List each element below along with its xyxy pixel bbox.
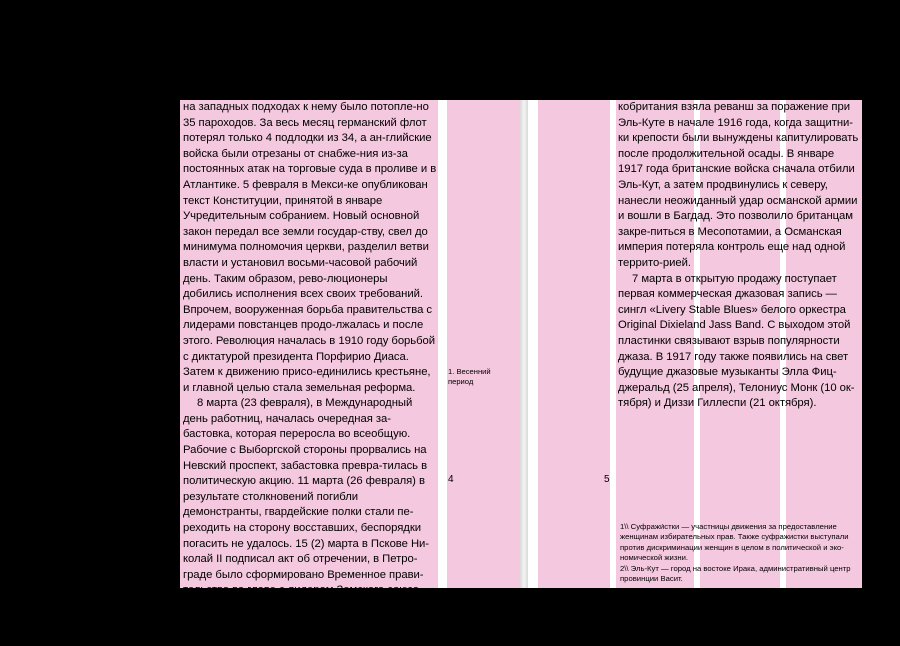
right-page [528, 100, 862, 588]
left-main-text [183, 100, 439, 646]
page-number: 4 [448, 474, 454, 485]
paragraph: 11 марта британские войска взяли Багдад, заставив отступить османскую армию. Вели- [183, 615, 420, 644]
column-guide [538, 100, 610, 588]
right-main-text [618, 100, 862, 412]
page-number: 5 [604, 474, 610, 485]
side-note: 1. Весенний период [448, 367, 491, 386]
footnotes [620, 522, 862, 584]
column-guide [447, 100, 520, 588]
paragraph: 8 марта (23 февраля), в Международный день работниц, началась очередная за-бастовка, которая переросла во всеобщую. Рабочие с Выборгской стороны прорвались на Невский проспект, забастовка преврa-тилась в политическую акцию. 11 марта (26 февраля) в результате столкновений погибли демонстранты, гвардейские полки стали пе-реходить на сторону восставших, беспорядки погасить не удалось. 15 (2) марта в Пскове Ни-колай II подписал акт об отречении, в Петро-граде было сформировано Временное прави-тельство во главе с лидером Земского союза князем Георгием Львовым. [183, 397, 430, 612]
book-spine [520, 100, 528, 588]
paragraph: на западных подходах к нему было потопле-но 35 пароходов. За весь месяц германский флот потерял только 4 подлодки из 34, а ан-глийские войска были отрезаны от снабже-ния из-за постоянных атак на торговые суда в проливе и в Атлантике. 5 февраля в Мекси-ке опубликован текст Конституции, принятой в январе Учредительным собранием. Новый основной закон передал все земли государ-ству, свел до минимума полномочия церкви, разделил ветви власти и установил восьми-часовой рабочий день. Таким образом, рево-люционеры добились исполнения всех своих требований. Впрочем, вооруженная борьба правительства с лидерами повстанцев продо-лжалась и после этого. Революция началась в 1910 году борьбой с диктатурой президента Порфирио Диаса. Затем к движению присо-единились крестьяне, и главной целью стала земельная реформа. [183, 101, 437, 394]
paragraph: 7 марта в открытую продажу поступает первая коммерческая джазовая запись — сингл «Livery Stable Blues» белого оркестра Original Dixieland Jass Band. С выходом этой пластинки связывают взрыв популярности джаза. В 1917 году также появились на свет будущие джазовые музыканты Элла Фиц-джеральд (25 апреля), Телониус Монк (10 ок-тября) и Диззи Гиллеспи (21 октября). [618, 272, 855, 410]
footnote: 1\\ Суфражи́стки — участницы движения за предоставление женщинам избирательных прав. Также суфражистки выступали против дискриминации женщин в целом в политической и эко-номической жизни. [620, 522, 849, 563]
footnote: 2\\ Эль-Кут — город на востоке Ирака, административный центр провинции Васит. [620, 563, 851, 584]
left-page [180, 100, 520, 644]
paragraph: кобритания взяла реванш за поражение при Эль-Куте в начале 1916 года, когда защитни-ки крепости были вынуждены капитулировать после продолжительной осады. В январе 1917 года британские войска сначала отбили Эль-Кут, а затем продвинулись к северу, нанесли неожиданный удар османской армии и вошли в Багдад. Это позволило британцам закре-питься в Месопотамии, а Османская империя потеряла контроль еще над одной террито-рией. [618, 101, 859, 269]
